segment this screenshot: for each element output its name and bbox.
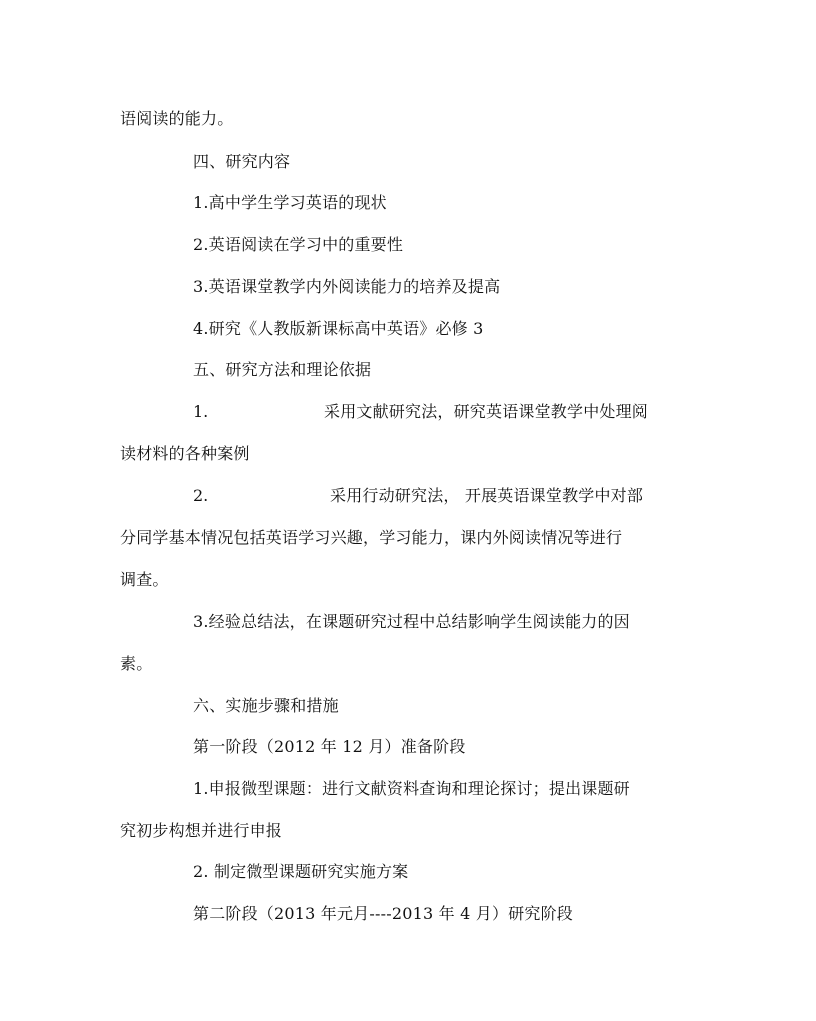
section-heading-4: 四、研究内容 — [193, 152, 291, 171]
body-text-line: 分同学基本情况包括英语学习兴趣，学习能力，课内外阅读情况等进行 — [120, 528, 623, 547]
body-text-line: 调查。 — [120, 570, 169, 589]
body-text-line: 语阅读的能力。 — [120, 109, 234, 128]
body-text-line: 究初步构想并进行申报 — [120, 821, 283, 840]
list-item: 采用行动研究法， 开展英语课堂教学中对部 — [330, 486, 644, 505]
stage-heading: 第一阶段（2012 年 12 月）准备阶段 — [193, 737, 466, 756]
stage-heading: 第二阶段（2013 年元月----2013 年 4 月）研究阶段 — [193, 904, 573, 923]
list-item: 2. 制定微型课题研究实施方案 — [193, 862, 409, 881]
section-heading-5: 五、研究方法和理论依据 — [193, 360, 372, 379]
body-text-line: 读材料的各种案例 — [120, 444, 250, 463]
body-text-line: 素。 — [120, 654, 153, 673]
list-item: 4.研究《人教版新课标高中英语》必修 3 — [193, 319, 484, 338]
list-item: 2.英语阅读在学习中的重要性 — [193, 235, 404, 254]
list-number: 1. — [193, 402, 209, 421]
list-item: 1.高中学生学习英语的现状 — [193, 193, 387, 212]
list-item: 1.申报微型课题：进行文献资料查询和理论探讨；提出课题研 — [193, 779, 630, 798]
list-item: 3.经验总结法，在课题研究过程中总结影响学生阅读能力的因 — [193, 612, 630, 631]
section-heading-6: 六、实施步骤和措施 — [193, 696, 339, 715]
list-item: 采用文献研究法，研究英语课堂教学中处理阅 — [324, 402, 649, 421]
list-number: 2. — [193, 486, 209, 505]
list-item: 3.英语课堂教学内外阅读能力的培养及提高 — [193, 277, 501, 296]
